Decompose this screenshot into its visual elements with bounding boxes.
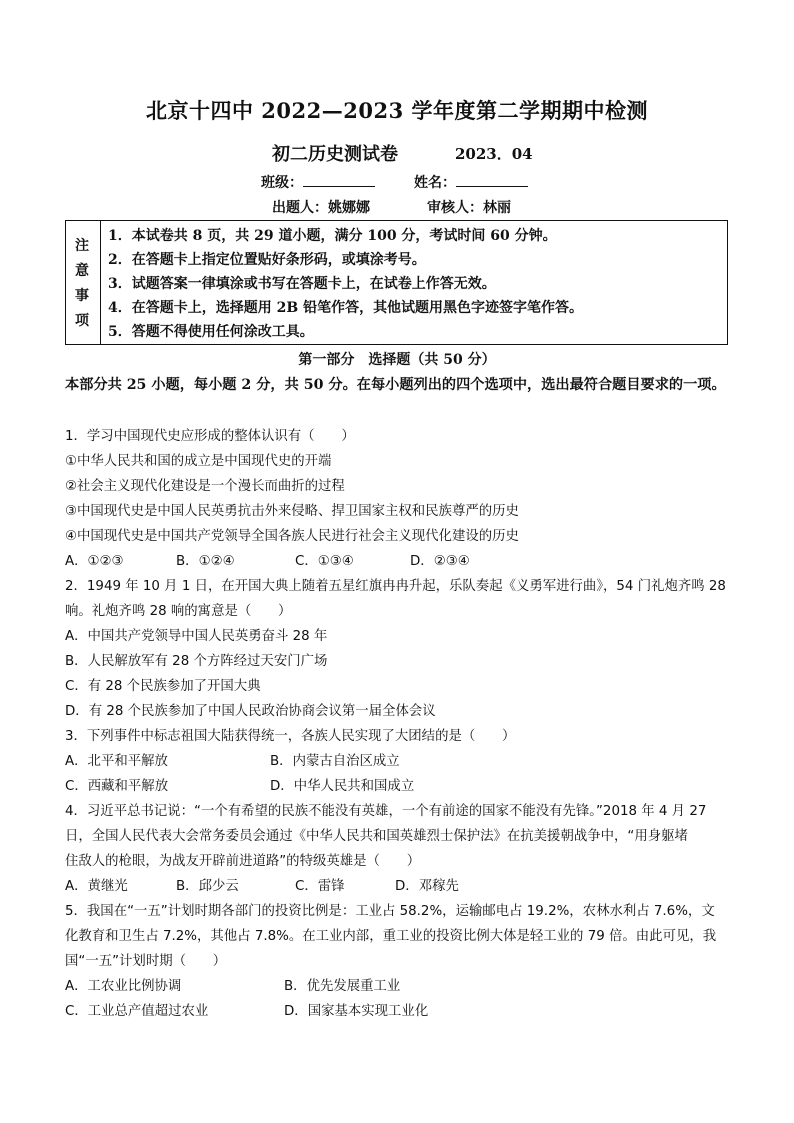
q1-option-d: D．②③④ — [410, 554, 470, 569]
notice-item: 1．本试卷共 8 页，共 29 道小题，满分 100 分，考试时间 60 分钟。 — [108, 228, 557, 244]
notice-label-char: 事 — [75, 288, 89, 304]
q3-option-c: C．西藏和平解放 — [65, 779, 169, 794]
name-blank — [456, 172, 528, 187]
q2-option-d: D．有 28 个民族参加了中国人民政治协商会议第一届全体会议 — [65, 704, 436, 719]
q2-option-c: C．有 28 个民族参加了开国大典 — [65, 679, 261, 694]
class-blank — [303, 172, 375, 187]
exam-title: 北京十四中 2022—2023 学年度第二学期期中检测 — [145, 98, 648, 123]
notice-label-char: 项 — [75, 313, 89, 329]
exam-date: 2023．04 — [455, 145, 533, 163]
reviewer-line: 审核人：林丽 — [427, 200, 511, 216]
q5-option-d: D．国家基本实现工业化 — [284, 1004, 429, 1019]
q1-option-a: A．①②③ — [65, 554, 124, 569]
q4-option-d: D．邓稼先 — [395, 879, 459, 894]
notice-item: 3．试题答案一律填涂或书写在答题卡上，在试卷上作答无效。 — [108, 276, 496, 292]
q5-option-b: B．优先发展重工业 — [284, 979, 401, 994]
q5-stem: 国“一五”计划时期（ ） — [65, 954, 227, 969]
q1-stem: 1．学习中国现代史应形成的整体认识有（ ） — [65, 429, 355, 444]
q1-option-c: C．①③④ — [295, 554, 354, 569]
q4-stem: 4．习近平总书记说：“一个有希望的民族不能没有英雄，一个有前途的国家不能没有先锋。”2018 年 4 月 27 — [65, 804, 707, 819]
notice-label — [66, 221, 101, 344]
q3-option-a: A．北平和平解放 — [65, 754, 168, 769]
q4-option-a: A．黄继光 — [65, 879, 128, 894]
q1-statement: ②社会主义现代化建设是一个漫长而曲折的过程 — [65, 479, 345, 494]
q5-stem: 化教育和卫生占 7.2%，其他占 7.8%。在工业内部，重工业的投资比例大体是轻工业的 79 倍。由此可见，我 — [65, 929, 717, 944]
q2-stem: 2．1949 年 10 月 1 日，在开国大典上随着五星红旗冉冉升起，乐队奏起《义勇军进行曲》，54 门礼炮齐鸣 28 — [65, 579, 726, 594]
notice-item: 2．在答题卡上指定位置贴好条形码，或填涂考号。 — [108, 252, 426, 268]
q2-option-b: B．人民解放军有 28 个方阵经过天安门广场 — [65, 654, 328, 669]
q5-option-c: C．工业总产值超过农业 — [65, 1004, 209, 1019]
section-intro: 本部分共 25 小题，每小题 2 分，共 50 分。在每小题列出的四个选项中，选出最符合题目要求的一项。 — [65, 377, 726, 393]
q2-option-a: A．中国共产党领导中国人民英勇奋斗 28 年 — [65, 629, 328, 644]
q5-stem: 5．我国在“一五”计划时期各部门的投资比例是：工业占 58.2%，运输邮电占 19.2%，农林水利占 7.6%，文 — [65, 904, 715, 919]
notice-label-char: 注 — [75, 238, 89, 254]
q4-option-b: B．邱少云 — [176, 879, 239, 894]
notice-item: 5．答题不得使用任何涂改工具。 — [108, 324, 314, 340]
q3-stem: 3．下列事件中标志祖国大陆获得统一，各族人民实现了大团结的是（ ） — [65, 729, 516, 744]
notice-item: 4．在答题卡上，选择题用 2B 铅笔作答，其他试题用黑色字迹签字笔作答。 — [108, 300, 584, 316]
q1-statement: ①中华人民共和国的成立是中国现代史的开端 — [65, 454, 332, 469]
q4-option-c: C．雷锋 — [295, 879, 345, 894]
name-label: 姓名： — [414, 175, 456, 191]
notice-box — [65, 220, 728, 345]
q3-option-d: D．中华人民共和国成立 — [270, 779, 415, 794]
section-heading: 第一部分 选择题（共 50 分） — [298, 352, 496, 368]
class-label: 班级： — [261, 175, 303, 191]
exam-subtitle: 初二历史测试卷 — [272, 144, 398, 165]
q1-statement: ③中国现代史是中国人民英勇抗击外来侵略、捍卫国家主权和民族尊严的历史 — [65, 504, 519, 519]
q4-stem: 住敌人的枪眼，为战友开辟前进道路”的特级英雄是（ ） — [65, 854, 421, 869]
q1-option-b: B．①②④ — [176, 554, 235, 569]
notice-label-char: 意 — [75, 263, 89, 279]
q3-option-b: B．内蒙古自治区成立 — [270, 754, 400, 769]
name-field — [414, 172, 528, 192]
q5-option-a: A．工农业比例协调 — [65, 979, 182, 994]
author-line: 出题人：姚娜娜 — [272, 200, 370, 216]
q2-stem: 响。礼炮齐鸣 28 响的寓意是（ ） — [65, 604, 292, 619]
q1-statement: ④中国现代史是中国共产党领导全国各族人民进行社会主义现代化建设的历史 — [65, 529, 519, 544]
class-field — [261, 172, 375, 192]
q4-stem: 日，全国人民代表大会常务委员会通过《中华人民共和国英雄烈士保护法》在抗美援朝战争中，“用身躯堵 — [65, 829, 688, 844]
